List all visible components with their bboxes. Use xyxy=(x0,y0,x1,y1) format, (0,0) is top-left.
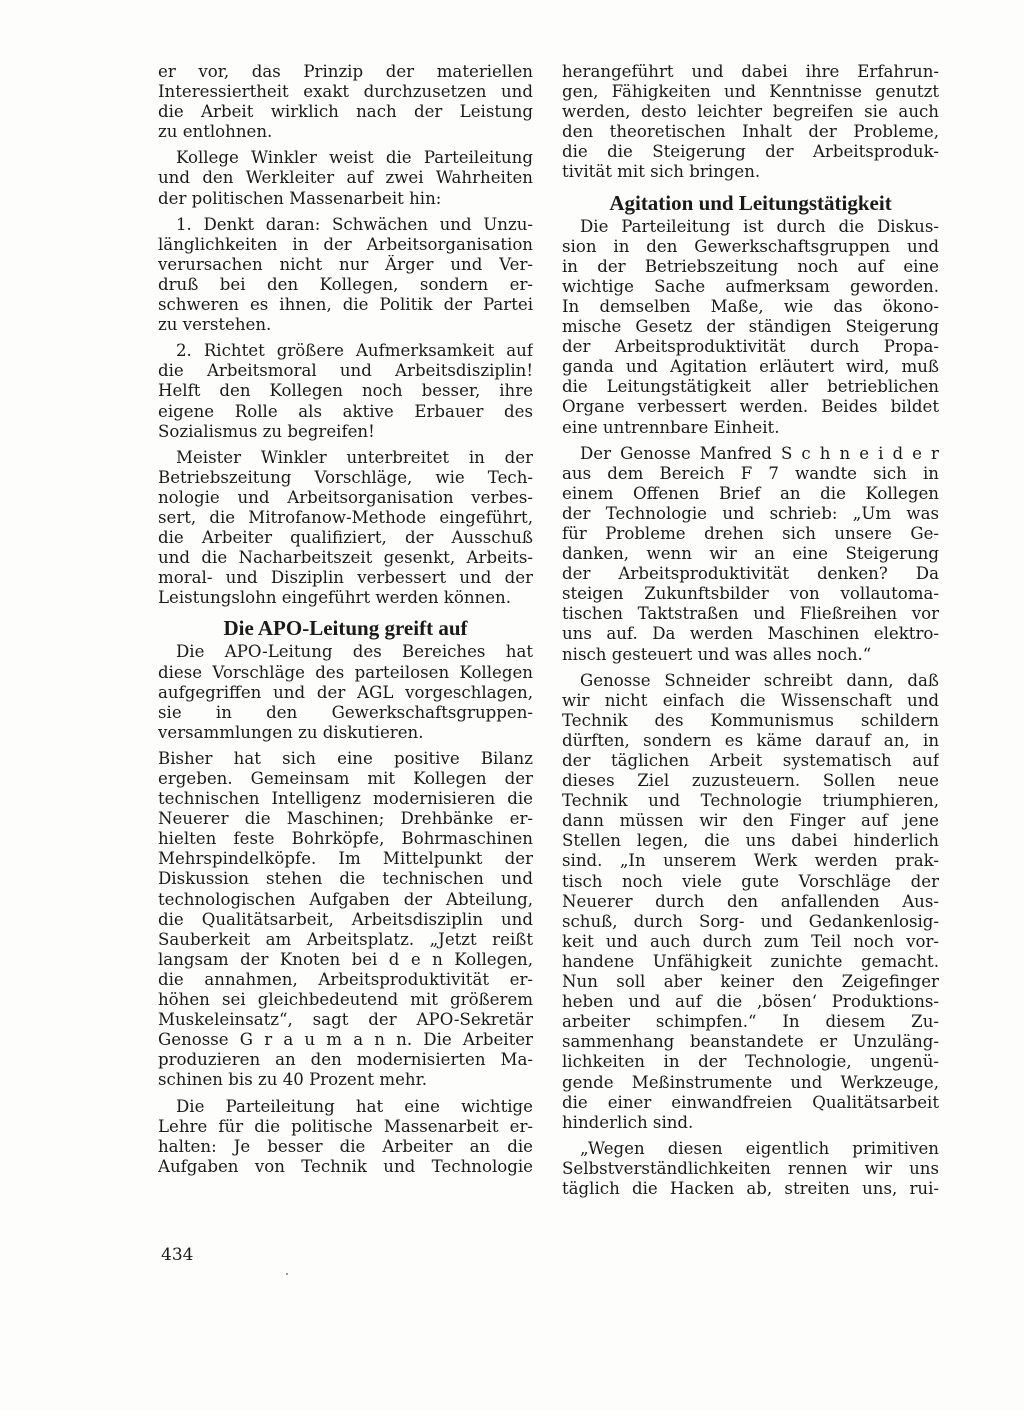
page-number: 434 xyxy=(161,1245,194,1265)
text-line: langsam der Knoten bei d e n Kollegen, xyxy=(158,949,533,969)
print-speck xyxy=(286,1273,288,1275)
text-line: Muskeleinsatz“, sagt der APO-Sekretär xyxy=(158,1010,533,1030)
text-line: länglichkeiten in der Arbeitsorganisation xyxy=(158,234,533,254)
text-line: zu verstehen. xyxy=(158,315,272,335)
text-line: Die Parteileitung hat eine wichtige xyxy=(176,1096,533,1116)
text-line: der Arbeitsproduktivität durch Propa- xyxy=(562,337,939,357)
text-line: Technik und Technologie triumphieren, xyxy=(562,791,939,811)
text-line: aus dem Bereich F 7 wandte sich in xyxy=(562,463,939,483)
text-line: schuß, durch Sorg- und Gedankenlosig- xyxy=(562,911,939,931)
text-line: die Leitungstätigkeit aller betrieblichen xyxy=(562,377,939,397)
text-line: er vor, das Prinzip der materiellen xyxy=(158,62,533,81)
text-line: Helft den Kollegen noch besser, ihre xyxy=(158,381,533,401)
paragraph xyxy=(562,62,939,183)
text-line: hinderlich sind. xyxy=(562,1112,694,1132)
text-line: dann müssen wir den Finger auf jene xyxy=(562,811,939,831)
text-line: den theoretischen Inhalt der Probleme, xyxy=(562,122,939,142)
text-line: dieses Ziel zuzusteuern. Sollen neue xyxy=(562,771,939,791)
text-line: Mehrspindelköpfe. Im Mittelpunkt der xyxy=(158,849,533,869)
text-line: diese Vorschläge des parteilosen Kollegen xyxy=(158,662,533,682)
text-line: eine untrennbare Einheit. xyxy=(562,417,780,437)
text-line: Bisher hat sich eine positive Bilanz xyxy=(158,748,533,768)
text-line: der täglichen Arbeit systematisch auf xyxy=(562,751,939,770)
text-line: Nun soll aber keiner den Zeigefinger xyxy=(562,972,939,992)
text-line: Diskussion stehen die technischen und xyxy=(158,869,533,889)
paragraph xyxy=(562,1139,939,1199)
left-column xyxy=(158,62,533,1177)
text-line: tischen Taktstraßen und Fließreihen vor xyxy=(562,604,939,624)
text-line: sind. „In unserem Werk werden prak- xyxy=(562,851,939,871)
text-line: uns auf. Da werden Maschinen elektro- xyxy=(562,624,939,644)
text-line: Neuerer durch den anfallenden Aus- xyxy=(562,891,939,911)
text-line: Leistungslohn eingeführt werden können. xyxy=(158,588,511,608)
paragraph xyxy=(158,148,533,208)
text-line: werden, desto leichter begreifen sie auch xyxy=(562,102,939,122)
text-line: sert, die Mitrofanow-Methode eingeführt, xyxy=(158,507,533,527)
text-line: Kollege Winkler weist die Parteileitung xyxy=(176,148,533,168)
text-line: Interessiertheit exakt durchzusetzen und xyxy=(158,82,533,102)
paragraph xyxy=(158,448,533,609)
text-line: Sozialismus zu begreifen! xyxy=(158,421,375,441)
text-line: Aufgaben von Technik und Technologie xyxy=(158,1156,533,1176)
paragraph xyxy=(562,217,939,438)
text-line: die annahmen, Arbeitsproduktivität er- xyxy=(158,969,533,989)
text-line: 1. Denkt daran: Schwächen und Unzu- xyxy=(176,214,533,234)
text-line: Meister Winkler unterbreitet in der xyxy=(176,447,533,467)
text-line: handene Unfähigkeit zunichte gemacht. xyxy=(562,951,939,971)
text-line: steigen Zukunftsbilder von vollautoma- xyxy=(562,584,939,604)
text-line: Organe verbessert werden. Beides bildet xyxy=(562,397,939,417)
text-line: Selbstverständlichkeiten rennen wir uns xyxy=(562,1158,939,1178)
paragraph xyxy=(562,671,939,1133)
text-line: wir nicht einfach die Wissenschaft und xyxy=(562,690,939,710)
text-line: und den Werkleiter auf zwei Wahrheiten xyxy=(158,168,533,188)
paragraph xyxy=(562,444,939,665)
text-line: eigene Rolle als aktive Erbauer des xyxy=(158,401,533,421)
paragraph xyxy=(158,1097,533,1177)
text-line: sie in den Gewerkschaftsgruppen- xyxy=(158,702,533,722)
text-line: druß bei den Kollegen, sondern er- xyxy=(158,274,533,294)
text-line: keit und auch durch zum Teil noch vor- xyxy=(562,931,939,951)
paragraph xyxy=(158,62,533,142)
paragraph xyxy=(158,215,533,336)
text-line: tisch noch viele gute Vorschläge der xyxy=(562,871,939,891)
text-line: technischen Intelligenz modernisieren die xyxy=(158,789,533,809)
text-line: die Qualitätsarbeit, Arbeitsdisziplin und xyxy=(158,909,533,929)
text-line: die Arbeit wirklich nach der Leistung xyxy=(158,102,533,122)
text-line: nologie und Arbeitsorganisation verbes- xyxy=(158,487,533,507)
text-line: Die Parteileitung ist durch die Diskus- xyxy=(580,216,939,236)
text-line: der Arbeitsproduktivität denken? Da xyxy=(562,564,939,584)
text-line: gen, Fähigkeiten und Kenntnisse genutzt xyxy=(562,82,939,102)
text-line: hielten feste Bohrköpfe, Bohrmaschinen xyxy=(158,829,533,849)
text-line: nisch gesteuert und was alles noch.“ xyxy=(562,644,872,664)
section-heading: Die APO-Leitung greift auf xyxy=(223,616,468,641)
text-line: danken, wenn wir an eine Steigerung xyxy=(562,544,939,564)
text-line: herangeführt und dabei ihre Erfahrun- xyxy=(562,62,939,81)
text-line: der Technologie und schrieb: „Um was xyxy=(562,503,939,523)
paragraph xyxy=(158,341,533,441)
text-line: Genosse Schneider schreibt dann, daß xyxy=(580,670,939,690)
text-line: verursachen nicht nur Ärger und Ver- xyxy=(158,254,533,274)
text-line: aufgegriffen und der AGL vorgeschlagen, xyxy=(158,682,533,702)
text-line: Betriebszeitung Vorschläge, wie Tech- xyxy=(158,467,533,487)
text-line: und die Nacharbeitszeit gesenkt, Arbeits- xyxy=(158,548,533,568)
text-line: In demselben Maße, wie das ökono- xyxy=(562,296,939,316)
text-line: moral- und Disziplin verbessert und der xyxy=(158,568,533,588)
text-line: mische Gesetz der ständigen Steigerung xyxy=(562,317,939,337)
text-line: Neuerer die Maschinen; Drehbänke er- xyxy=(158,809,533,829)
text-line: die die Steigerung der Arbeitsproduk- xyxy=(562,142,939,162)
text-line: ergeben. Gemeinsam mit Kollegen der xyxy=(158,769,533,788)
text-line: sion in den Gewerkschaftsgruppen und xyxy=(562,236,939,256)
text-line: der politischen Massenarbeit hin: xyxy=(158,188,442,208)
text-line: versammlungen zu diskutieren. xyxy=(158,722,424,742)
text-line: höhen sei gleichbedeutend mit größerem xyxy=(158,990,533,1010)
text-line: dürften, sondern es käme darauf an, in xyxy=(562,730,939,750)
text-line: heben und auf die ‚bösen‘ Produktions- xyxy=(562,992,939,1012)
text-line: halten: Je besser die Arbeiter an die xyxy=(158,1136,533,1156)
text-line: Stellen legen, die uns dabei hinderlich xyxy=(562,831,939,851)
text-line: einem Offenen Brief an die Kollegen xyxy=(562,483,939,503)
text-line: täglich die Hacken ab, streiten uns, rui- xyxy=(562,1178,939,1198)
text-line: für Probleme drehen sich unsere Ge- xyxy=(562,523,939,543)
text-line: ganda und Agitation erläutert wird, muß xyxy=(562,357,939,377)
text-line: die einer einwandfreien Qualitätsarbeit xyxy=(562,1092,939,1112)
text-line: Genosse G r a u m a n n. Die Arbeiter xyxy=(158,1030,533,1050)
text-line: in der Betriebszeitung noch auf eine xyxy=(562,256,939,276)
section-heading: Agitation und Leitungstätigkeit xyxy=(609,190,892,215)
text-line: Der Genosse Manfred S c h n e i d e r xyxy=(580,443,939,463)
text-line: technologischen Aufgaben der Abteilung, xyxy=(158,889,533,909)
text-line: wichtige Sache aufmerksam geworden. xyxy=(562,276,939,296)
text-line: Lehre für die politische Massenarbeit er- xyxy=(158,1116,533,1136)
text-line: schinen bis zu 40 Prozent mehr. xyxy=(158,1070,427,1090)
text-line: Sauberkeit am Arbeitsplatz. „Jetzt reißt xyxy=(158,929,533,949)
text-line: tivität mit sich bringen. xyxy=(562,162,761,182)
right-column xyxy=(562,62,939,1199)
text-line: die Arbeitsmoral und Arbeitsdisziplin! xyxy=(158,361,533,381)
text-line: „Wegen diesen eigentlich primitiven xyxy=(580,1138,939,1158)
paragraph xyxy=(158,749,533,1091)
text-line: lichkeiten in der Technologie, ungenü- xyxy=(562,1052,939,1072)
text-line: arbeiter schimpfen.“ In diesem Zu- xyxy=(562,1012,939,1032)
paragraph xyxy=(158,642,533,742)
text-line: die Arbeiter qualifiziert, der Ausschuß xyxy=(158,528,533,548)
text-line: produzieren an den modernisierten Ma- xyxy=(158,1050,533,1070)
text-line: sammenhang beanstandete er Unzuläng- xyxy=(562,1032,939,1052)
text-line: schweren es ihnen, die Politik der Partei xyxy=(158,295,533,315)
text-line: Technik des Kommunismus schildern xyxy=(562,710,939,730)
text-line: 2. Richtet größere Aufmerksamkeit auf xyxy=(176,341,533,361)
text-line: Die APO-Leitung des Bereiches hat xyxy=(176,642,533,662)
text-line: zu entlohnen. xyxy=(158,122,273,142)
text-line: gende Meßinstrumente und Werkzeuge, xyxy=(562,1072,939,1092)
